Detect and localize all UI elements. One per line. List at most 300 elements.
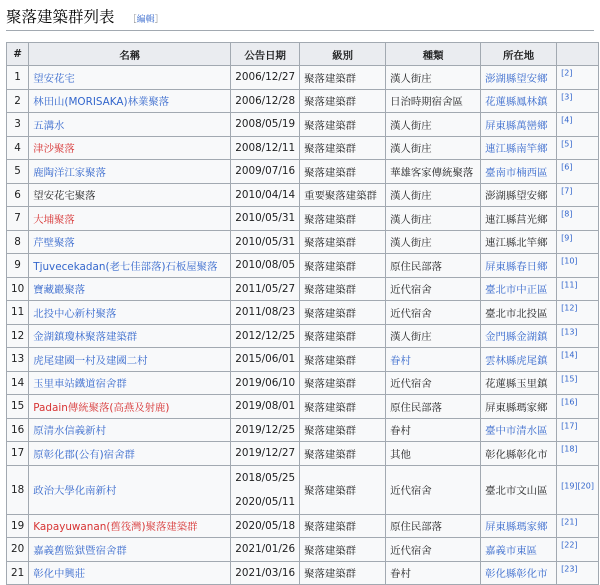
location-text[interactable]: 花蓮縣鳳林鎮 bbox=[485, 96, 548, 109]
date-text: 2019/12/25 bbox=[235, 423, 296, 436]
ref-cell bbox=[557, 254, 599, 278]
type-text: 漢人街庄 bbox=[390, 190, 432, 203]
column-header[interactable]: 名稱 bbox=[29, 43, 231, 66]
level-text: 聚落建築群 bbox=[304, 521, 357, 534]
reference-link[interactable]: [23] bbox=[561, 564, 578, 574]
type-text: 眷村 bbox=[390, 568, 411, 581]
date-cell bbox=[231, 348, 300, 372]
date-text: 2010/08/05 bbox=[235, 259, 296, 272]
table-row bbox=[7, 277, 599, 301]
row-number: 8 bbox=[7, 230, 29, 254]
reference-link[interactable]: [7] bbox=[561, 186, 573, 196]
name-cell bbox=[29, 301, 231, 325]
table-row bbox=[7, 136, 599, 160]
date-text: 2019/06/10 bbox=[235, 376, 296, 389]
type-cell bbox=[386, 89, 481, 113]
type-text: 眷村 bbox=[390, 425, 411, 438]
name-text[interactable]: 津沙聚落 bbox=[33, 143, 75, 156]
ref-cell bbox=[557, 277, 599, 301]
row-number: 17 bbox=[7, 442, 29, 466]
reference-link[interactable]: [8] bbox=[561, 209, 573, 219]
location-cell bbox=[481, 418, 557, 442]
name-text[interactable]: 政治大學化南新村 bbox=[33, 485, 117, 497]
table-row bbox=[7, 113, 599, 137]
ref-cell bbox=[557, 395, 599, 419]
name-cell bbox=[29, 538, 231, 562]
name-text[interactable]: 金湖鎮瓊林聚落建築群 bbox=[33, 331, 138, 344]
location-cell bbox=[481, 465, 557, 514]
row-number: 12 bbox=[7, 324, 29, 348]
type-cell bbox=[386, 207, 481, 231]
name-text: 望安花宅聚落 bbox=[33, 190, 96, 203]
row-number: 9 bbox=[7, 254, 29, 278]
location-text[interactable]: 屏東縣春日鄉 bbox=[485, 260, 548, 273]
level-text: 聚落建築群 bbox=[304, 166, 357, 179]
location-cell bbox=[481, 66, 557, 90]
table-row bbox=[7, 442, 599, 466]
date-cell bbox=[231, 136, 300, 160]
reference-link[interactable]: [12] bbox=[561, 303, 578, 313]
date-cell bbox=[231, 442, 300, 466]
level-cell bbox=[300, 136, 386, 160]
name-cell bbox=[29, 324, 231, 348]
location-cell bbox=[481, 207, 557, 231]
row-number: 18 bbox=[7, 465, 29, 514]
level-cell bbox=[300, 89, 386, 113]
level-cell bbox=[300, 418, 386, 442]
date-cell bbox=[231, 160, 300, 184]
row-number: 11 bbox=[7, 301, 29, 325]
reference-link[interactable]: [18] bbox=[561, 444, 578, 454]
level-text: 聚落建築群 bbox=[304, 213, 357, 226]
ref-cell bbox=[557, 89, 599, 113]
level-cell bbox=[300, 442, 386, 466]
location-text[interactable]: 臺北市中正區 bbox=[485, 284, 548, 297]
table-row bbox=[7, 561, 599, 585]
level-text: 聚落建築群 bbox=[304, 331, 357, 344]
level-text: 聚落建築群 bbox=[304, 72, 357, 85]
name-text[interactable]: 芹壁聚落 bbox=[33, 237, 75, 250]
ref-cell bbox=[557, 465, 599, 514]
name-text[interactable]: 五溝水 bbox=[33, 119, 65, 132]
name-text[interactable]: Padain傳統聚落(高燕及射鹿) bbox=[33, 401, 170, 414]
level-cell bbox=[300, 395, 386, 419]
level-cell bbox=[300, 465, 386, 514]
row-number: 5 bbox=[7, 160, 29, 184]
name-cell bbox=[29, 89, 231, 113]
ref-cell bbox=[557, 538, 599, 562]
name-cell bbox=[29, 136, 231, 160]
ref-cell bbox=[557, 348, 599, 372]
location-text[interactable]: 屏東縣萬巒鄉 bbox=[485, 119, 548, 132]
name-text[interactable]: 彰化中興莊 bbox=[33, 568, 86, 581]
location-cell bbox=[481, 113, 557, 137]
location-text[interactable]: 彰化縣彰化市 bbox=[485, 568, 548, 581]
table-row bbox=[7, 324, 599, 348]
name-cell bbox=[29, 514, 231, 538]
date-text: 2021/03/16 bbox=[235, 566, 296, 579]
location-text[interactable]: 雲林縣虎尾鎮 bbox=[485, 354, 548, 367]
name-text[interactable]: 原清水信義新村 bbox=[33, 425, 106, 438]
type-text: 原住民部落 bbox=[390, 521, 443, 534]
edit-section: ［編輯］ bbox=[127, 15, 164, 25]
date-text: 2019/08/01 bbox=[235, 400, 296, 413]
reference-link[interactable]: [16] bbox=[561, 397, 578, 407]
type-text: 漢人街庄 bbox=[390, 237, 432, 250]
name-text[interactable]: 大埔聚落 bbox=[33, 213, 75, 226]
type-cell bbox=[386, 395, 481, 419]
name-cell bbox=[29, 348, 231, 372]
table-row bbox=[7, 465, 599, 514]
level-text: 聚落建築群 bbox=[304, 448, 357, 461]
type-text: 漢人街庄 bbox=[390, 331, 432, 344]
location-cell bbox=[481, 371, 557, 395]
date-cell bbox=[231, 207, 300, 231]
reference-link[interactable]: [6] bbox=[561, 162, 573, 172]
ref-cell bbox=[557, 66, 599, 90]
type-text: 近代宿舍 bbox=[390, 284, 432, 297]
location-cell bbox=[481, 561, 557, 585]
row-number: 14 bbox=[7, 371, 29, 395]
type-cell bbox=[386, 324, 481, 348]
type-cell bbox=[386, 418, 481, 442]
location-text: 連江縣北竿鄉 bbox=[485, 237, 548, 250]
reference-link[interactable]: [3] bbox=[561, 92, 573, 102]
reference-link[interactable]: [13] bbox=[561, 327, 578, 337]
name-cell bbox=[29, 277, 231, 301]
location-cell bbox=[481, 348, 557, 372]
location-cell bbox=[481, 254, 557, 278]
edit-link[interactable]: 編輯 bbox=[136, 15, 155, 25]
settlement-table bbox=[6, 42, 599, 585]
location-text: 花蓮縣玉里鎮 bbox=[485, 378, 548, 391]
name-cell bbox=[29, 254, 231, 278]
row-number: 3 bbox=[7, 113, 29, 137]
location-cell bbox=[481, 538, 557, 562]
type-cell bbox=[386, 183, 481, 207]
type-cell bbox=[386, 514, 481, 538]
row-number: 16 bbox=[7, 418, 29, 442]
date-text: 2009/07/16 bbox=[235, 165, 296, 178]
row-number: 21 bbox=[7, 561, 29, 585]
date-cell bbox=[231, 395, 300, 419]
reference-link[interactable]: [11] bbox=[561, 280, 578, 290]
table-row bbox=[7, 301, 599, 325]
date-cell bbox=[231, 514, 300, 538]
row-number: 10 bbox=[7, 277, 29, 301]
level-cell bbox=[300, 301, 386, 325]
name-cell bbox=[29, 160, 231, 184]
table-row bbox=[7, 538, 599, 562]
location-cell bbox=[481, 136, 557, 160]
reference-link[interactable]: [14] bbox=[561, 350, 578, 360]
level-text: 聚落建築群 bbox=[304, 568, 357, 581]
name-cell bbox=[29, 113, 231, 137]
level-cell bbox=[300, 254, 386, 278]
location-cell bbox=[481, 277, 557, 301]
level-text: 聚落建築群 bbox=[304, 143, 357, 156]
date-text: 2010/04/14 bbox=[235, 188, 296, 201]
date-cell bbox=[231, 66, 300, 90]
name-text[interactable]: 鹿陶洋江家聚落 bbox=[33, 166, 106, 179]
table-row bbox=[7, 418, 599, 442]
type-text: 日治時期宿舍區 bbox=[390, 96, 463, 109]
type-cell bbox=[386, 442, 481, 466]
row-number: 20 bbox=[7, 538, 29, 562]
type-text: 漢人街庄 bbox=[390, 143, 432, 156]
date-text: 2010/05/31 bbox=[235, 212, 296, 225]
date-cell bbox=[231, 113, 300, 137]
table-row bbox=[7, 160, 599, 184]
ref-cell bbox=[557, 160, 599, 184]
location-text[interactable]: 臺中市清水區 bbox=[485, 425, 548, 438]
location-text: 臺北市北投區 bbox=[485, 307, 548, 320]
table-row bbox=[7, 254, 599, 278]
ref-cell bbox=[557, 418, 599, 442]
reference-link[interactable]: [17] bbox=[561, 421, 578, 431]
date-text: 2021/01/26 bbox=[235, 543, 296, 556]
date-cell bbox=[231, 561, 300, 585]
row-number: 7 bbox=[7, 207, 29, 231]
name-text[interactable]: 林田山(MORISAKA)林業聚落 bbox=[33, 96, 170, 109]
location-text: 屏東縣瑪家鄉 bbox=[485, 401, 548, 414]
level-text: 聚落建築群 bbox=[304, 260, 357, 273]
reference-link[interactable]: [22] bbox=[561, 540, 578, 550]
date-text: 2006/12/27 bbox=[235, 71, 296, 84]
level-text: 聚落建築群 bbox=[304, 237, 357, 250]
level-text: 聚落建築群 bbox=[304, 119, 357, 132]
row-number: 13 bbox=[7, 348, 29, 372]
level-cell bbox=[300, 66, 386, 90]
column-header[interactable]: 所在地 bbox=[481, 43, 557, 66]
level-text: 聚落建築群 bbox=[304, 284, 357, 297]
ref-cell bbox=[557, 183, 599, 207]
location-cell bbox=[481, 89, 557, 113]
reference-link[interactable]: [10] bbox=[561, 256, 578, 266]
level-cell bbox=[300, 113, 386, 137]
date-text: 2015/06/01 bbox=[235, 353, 296, 366]
table-row bbox=[7, 371, 599, 395]
type-cell bbox=[386, 160, 481, 184]
table-row bbox=[7, 207, 599, 231]
level-text: 聚落建築群 bbox=[304, 307, 357, 320]
level-cell bbox=[300, 230, 386, 254]
date-cell bbox=[231, 301, 300, 325]
level-cell bbox=[300, 514, 386, 538]
column-header[interactable]: # bbox=[7, 43, 29, 66]
section-heading bbox=[6, 4, 594, 31]
type-text: 漢人街庄 bbox=[390, 72, 432, 85]
table-header-row bbox=[7, 43, 599, 66]
column-header[interactable]: 級別 bbox=[300, 43, 386, 66]
location-cell bbox=[481, 514, 557, 538]
level-cell bbox=[300, 561, 386, 585]
type-cell bbox=[386, 465, 481, 514]
level-cell bbox=[300, 538, 386, 562]
location-text: 澎湖縣望安鄉 bbox=[485, 190, 548, 203]
table-row bbox=[7, 230, 599, 254]
ref-cell bbox=[557, 561, 599, 585]
row-number: 2 bbox=[7, 89, 29, 113]
location-text[interactable]: 屏東縣瑪家鄉 bbox=[485, 521, 548, 534]
name-text[interactable]: Tjuvecekadan(老七佳部落)石板屋聚落 bbox=[33, 260, 218, 273]
location-text[interactable]: 澎湖縣望安鄉 bbox=[485, 72, 548, 85]
date-cell bbox=[231, 254, 300, 278]
section-title: 聚落建築群列表 bbox=[6, 8, 115, 26]
name-text[interactable]: 嘉義舊監獄暨宿舍群 bbox=[33, 544, 127, 557]
type-text: 近代宿舍 bbox=[390, 378, 432, 391]
level-text: 聚落建築群 bbox=[304, 425, 357, 438]
location-text[interactable]: 臺南市楠西區 bbox=[485, 166, 548, 179]
type-cell bbox=[386, 348, 481, 372]
level-text: 聚落建築群 bbox=[304, 544, 357, 557]
date-text: 2006/12/28 bbox=[235, 94, 296, 107]
ref-cell bbox=[557, 371, 599, 395]
row-number: 19 bbox=[7, 514, 29, 538]
location-cell bbox=[481, 183, 557, 207]
level-cell bbox=[300, 207, 386, 231]
name-cell bbox=[29, 561, 231, 585]
name-text[interactable]: 虎尾建國一村及建國二村 bbox=[33, 354, 148, 367]
level-cell bbox=[300, 277, 386, 301]
row-number: 1 bbox=[7, 66, 29, 90]
reference-link[interactable]: [9] bbox=[561, 233, 573, 243]
location-cell bbox=[481, 230, 557, 254]
location-text: 彰化縣彰化市 bbox=[485, 448, 548, 461]
name-cell bbox=[29, 66, 231, 90]
type-cell bbox=[386, 230, 481, 254]
reference-link[interactable]: [19][20] bbox=[561, 481, 594, 491]
date-cell bbox=[231, 183, 300, 207]
name-text[interactable]: Kapayuwanan(舊筏灣)聚落建築群 bbox=[33, 521, 198, 534]
date-text: 2011/05/27 bbox=[235, 282, 296, 295]
name-cell bbox=[29, 395, 231, 419]
row-number: 6 bbox=[7, 183, 29, 207]
row-number: 15 bbox=[7, 395, 29, 419]
name-cell bbox=[29, 371, 231, 395]
location-cell bbox=[481, 324, 557, 348]
type-text: 近代宿舍 bbox=[390, 307, 432, 320]
type-text: 近代宿舍 bbox=[390, 544, 432, 557]
level-text: 聚落建築群 bbox=[304, 401, 357, 414]
type-text: 華雄客家傳統聚落 bbox=[390, 166, 474, 179]
reference-link[interactable]: [4] bbox=[561, 115, 573, 125]
row-number: 4 bbox=[7, 136, 29, 160]
location-text[interactable]: 連江縣南竿鄉 bbox=[485, 143, 548, 156]
date-text: 2020/05/18 bbox=[235, 519, 296, 532]
location-text[interactable]: 金門縣金湖鎮 bbox=[485, 331, 548, 344]
name-cell bbox=[29, 183, 231, 207]
type-cell bbox=[386, 371, 481, 395]
type-cell bbox=[386, 136, 481, 160]
date-cell bbox=[231, 418, 300, 442]
name-text[interactable]: 玉里車站鐵道宿舍群 bbox=[33, 378, 127, 391]
date-text: 2011/08/23 bbox=[235, 306, 296, 319]
type-text[interactable]: 眷村 bbox=[390, 354, 411, 367]
name-text[interactable]: 寶藏巖聚落 bbox=[33, 284, 86, 297]
level-cell bbox=[300, 348, 386, 372]
location-cell bbox=[481, 442, 557, 466]
level-text: 重要聚落建築群 bbox=[304, 190, 377, 203]
ref-cell bbox=[557, 301, 599, 325]
name-text[interactable]: 北投中心新村聚落 bbox=[33, 307, 117, 320]
date-cell bbox=[231, 89, 300, 113]
date-text-2: 2020/05/11 bbox=[235, 495, 296, 508]
name-text[interactable]: 原彰化郡(公有)宿舍群 bbox=[33, 448, 135, 461]
type-cell bbox=[386, 113, 481, 137]
level-cell bbox=[300, 371, 386, 395]
ref-cell bbox=[557, 442, 599, 466]
date-cell bbox=[231, 277, 300, 301]
ref-cell bbox=[557, 207, 599, 231]
location-cell bbox=[481, 160, 557, 184]
ref-cell bbox=[557, 136, 599, 160]
table-row bbox=[7, 66, 599, 90]
level-text: 聚落建築群 bbox=[304, 485, 357, 497]
level-text: 聚落建築群 bbox=[304, 96, 357, 109]
date-cell bbox=[231, 538, 300, 562]
table-row bbox=[7, 395, 599, 419]
name-cell bbox=[29, 442, 231, 466]
name-cell bbox=[29, 418, 231, 442]
ref-cell bbox=[557, 514, 599, 538]
reference-link[interactable]: [21] bbox=[561, 517, 578, 527]
type-text: 其他 bbox=[390, 448, 411, 461]
type-text: 漢人街庄 bbox=[390, 119, 432, 132]
type-text: 近代宿舍 bbox=[390, 485, 432, 497]
type-cell bbox=[386, 254, 481, 278]
table-row bbox=[7, 89, 599, 113]
ref-cell bbox=[557, 230, 599, 254]
date-text: 2008/05/19 bbox=[235, 118, 296, 131]
date-text: 2019/12/27 bbox=[235, 447, 296, 460]
reference-link[interactable]: [2] bbox=[561, 68, 573, 78]
date-cell bbox=[231, 324, 300, 348]
type-cell bbox=[386, 66, 481, 90]
date-text: 2018/05/25 bbox=[235, 471, 296, 484]
table-row bbox=[7, 183, 599, 207]
type-cell bbox=[386, 301, 481, 325]
ref-cell bbox=[557, 113, 599, 137]
name-cell bbox=[29, 465, 231, 514]
location-text[interactable]: 嘉義市東區 bbox=[485, 544, 538, 557]
name-text[interactable]: 望安花宅 bbox=[33, 72, 75, 85]
table-row bbox=[7, 514, 599, 538]
type-cell bbox=[386, 538, 481, 562]
reference-link[interactable]: [5] bbox=[561, 139, 573, 149]
level-text: 聚落建築群 bbox=[304, 378, 357, 391]
level-cell bbox=[300, 183, 386, 207]
date-cell bbox=[231, 230, 300, 254]
column-header[interactable]: 公告日期 bbox=[231, 43, 300, 66]
reference-link[interactable]: [15] bbox=[561, 374, 578, 384]
column-header[interactable]: 種類 bbox=[386, 43, 481, 66]
table-row bbox=[7, 348, 599, 372]
date-text: 2010/05/31 bbox=[235, 235, 296, 248]
level-cell bbox=[300, 160, 386, 184]
ref-cell bbox=[557, 324, 599, 348]
date-cell bbox=[231, 465, 300, 514]
location-text: 連江縣莒光鄉 bbox=[485, 213, 548, 226]
name-cell bbox=[29, 207, 231, 231]
type-text: 漢人街庄 bbox=[390, 213, 432, 226]
type-text: 原住民部落 bbox=[390, 401, 443, 414]
type-cell bbox=[386, 277, 481, 301]
level-cell bbox=[300, 324, 386, 348]
type-text: 原住民部落 bbox=[390, 260, 443, 273]
name-cell bbox=[29, 230, 231, 254]
level-text: 聚落建築群 bbox=[304, 354, 357, 367]
